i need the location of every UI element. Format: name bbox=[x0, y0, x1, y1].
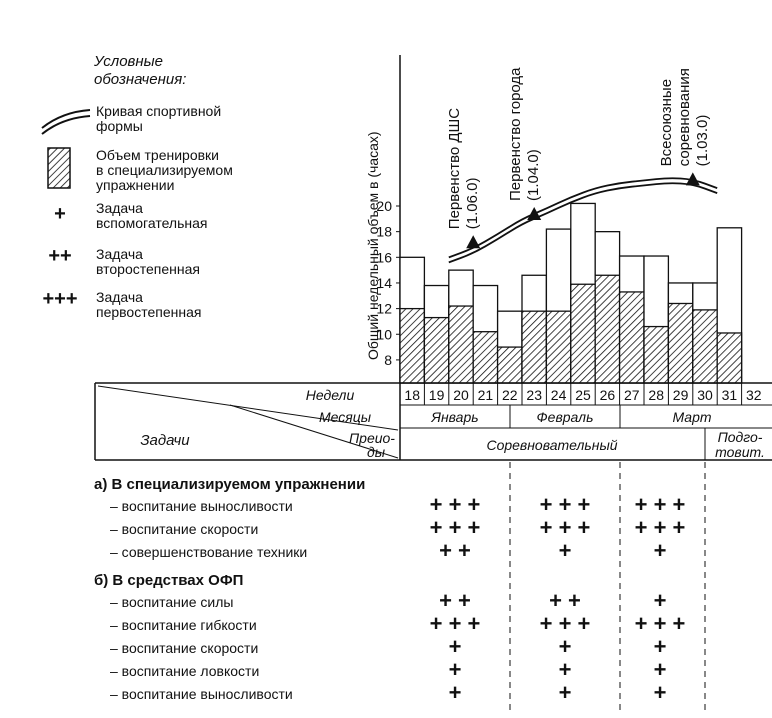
bar-specialized-week-28 bbox=[644, 327, 668, 383]
week-number: 25 bbox=[575, 387, 591, 403]
task-mark: + + + bbox=[429, 515, 481, 540]
tasks-label: Задачи bbox=[140, 432, 190, 449]
task-mark: + + + bbox=[634, 515, 686, 540]
week-number: 32 bbox=[746, 387, 762, 403]
task-a3-label: – совершенствование техники bbox=[110, 544, 308, 560]
event-label-1-line1: Первенство ДШС bbox=[446, 107, 464, 230]
event-label-3-line3: (1.03.0) bbox=[693, 114, 711, 167]
bar-specialized-week-20 bbox=[449, 306, 473, 383]
bar-specialized-week-24 bbox=[546, 311, 570, 383]
task-mark: + bbox=[448, 680, 462, 705]
y-tick-label: 16 bbox=[376, 249, 392, 266]
legend-title-line2: обозначения: bbox=[94, 71, 187, 88]
task-b3-label: – воспитание скорости bbox=[110, 640, 259, 656]
weeks-row bbox=[404, 383, 761, 405]
legend-curve-line1: Кривая спортивной bbox=[96, 103, 222, 119]
week-number: 20 bbox=[453, 387, 469, 403]
task-mark: + bbox=[558, 657, 572, 682]
legend-plus1-line2: вспомогательная bbox=[96, 215, 208, 231]
tasks-body bbox=[94, 462, 705, 712]
legend-curve-icon-inner bbox=[42, 116, 90, 134]
event-label-2-line2: (1.04.0) bbox=[525, 149, 543, 201]
period-prep-line2: товит. bbox=[715, 444, 765, 460]
bar-specialized-week-27 bbox=[620, 292, 644, 383]
week-number: 26 bbox=[599, 387, 616, 403]
task-b4-label: – воспитание ловкости bbox=[110, 663, 260, 679]
bar-specialized-week-23 bbox=[522, 311, 546, 383]
week-number: 18 bbox=[404, 387, 420, 403]
months-label: Месяцы bbox=[318, 409, 372, 425]
section-a-title: а) В специализируемом упражнении bbox=[94, 476, 366, 493]
week-number: 19 bbox=[428, 387, 445, 403]
task-mark: + + + bbox=[634, 492, 686, 517]
legend-volume-line2: в специализируемом bbox=[96, 162, 233, 178]
task-a2-label: – воспитание скорости bbox=[110, 521, 259, 537]
event-label-3-line2: соревнования bbox=[675, 68, 693, 167]
y-tick-label: 8 bbox=[384, 351, 392, 368]
bar-specialized-week-30 bbox=[693, 310, 717, 383]
week-number: 23 bbox=[526, 387, 542, 403]
bar-specialized-week-31 bbox=[717, 333, 741, 383]
legend-plus1-symbol: + bbox=[54, 203, 66, 225]
task-mark: + + + bbox=[539, 611, 591, 636]
event-marker-2 bbox=[527, 207, 541, 220]
legend-plus3-symbol: +++ bbox=[42, 288, 78, 310]
week-number: 21 bbox=[477, 387, 494, 403]
task-mark: + bbox=[653, 634, 667, 659]
bar-specialized-week-22 bbox=[498, 347, 522, 383]
legend-curve-icon bbox=[42, 110, 90, 128]
event-marker-1 bbox=[466, 235, 480, 248]
legend-hatch-icon bbox=[48, 148, 70, 188]
period-prep-line1: Подго- bbox=[717, 429, 763, 445]
week-number: 24 bbox=[550, 387, 567, 403]
bars bbox=[400, 203, 742, 383]
week-number: 27 bbox=[624, 387, 640, 403]
y-tick-label: 20 bbox=[376, 198, 392, 214]
week-number: 28 bbox=[648, 387, 664, 403]
legend-plus1-line1: Задача bbox=[96, 200, 143, 216]
task-b5-label: – воспитание выносливости bbox=[110, 686, 293, 702]
event-label-1-line2: (1.06.0) bbox=[464, 177, 482, 230]
task-mark: + + + bbox=[539, 515, 591, 540]
schedule-table-header bbox=[95, 383, 772, 460]
bar-chart bbox=[365, 55, 742, 383]
task-mark: + bbox=[448, 657, 462, 682]
event-label-3-line1: Всесоюзные bbox=[657, 78, 675, 167]
week-number: 29 bbox=[672, 387, 689, 403]
bar-specialized-week-26 bbox=[595, 275, 619, 383]
month-january: Январь bbox=[431, 409, 479, 425]
task-b2-label: – воспитание гибкости bbox=[110, 617, 257, 633]
legend-plus3-line1: Задача bbox=[96, 289, 143, 305]
legend-volume-line1: Объем тренировки bbox=[96, 147, 219, 163]
task-a1-label: – воспитание выносливости bbox=[110, 498, 293, 514]
task-mark: + bbox=[448, 634, 462, 659]
bar-specialized-week-25 bbox=[571, 284, 595, 383]
month-march: Март bbox=[672, 409, 712, 425]
section-b-title: б) В средствах ОФП bbox=[94, 572, 244, 589]
legend-volume-line3: упражнении bbox=[96, 177, 175, 193]
task-mark: + bbox=[653, 588, 667, 613]
task-mark: + bbox=[653, 657, 667, 682]
bar-specialized-week-18 bbox=[400, 309, 424, 383]
month-february: Февраль bbox=[536, 409, 594, 425]
legend-plus2-line2: второстепенная bbox=[96, 261, 200, 277]
periods-label-line1: Преио- bbox=[349, 430, 395, 446]
week-number: 31 bbox=[721, 387, 738, 403]
task-mark: + + + bbox=[634, 611, 686, 636]
bar-specialized-week-29 bbox=[668, 303, 692, 383]
week-number: 22 bbox=[502, 387, 518, 403]
periods-label-line2: ды bbox=[366, 444, 386, 460]
task-mark: + + + bbox=[429, 492, 481, 517]
legend bbox=[42, 53, 233, 320]
task-mark: + bbox=[558, 680, 572, 705]
y-tick-label: 12 bbox=[376, 300, 392, 317]
legend-plus2-line1: Задача bbox=[96, 246, 143, 262]
task-marks bbox=[430, 492, 686, 705]
task-mark: + bbox=[653, 538, 667, 563]
y-tick-label: 14 bbox=[376, 274, 392, 291]
task-mark: + + bbox=[439, 538, 471, 563]
task-mark: + + bbox=[549, 588, 581, 613]
event-label-2-line1: Первенство города bbox=[507, 67, 525, 201]
y-tick-label: 18 bbox=[376, 223, 392, 240]
legend-plus2-symbol: ++ bbox=[48, 245, 72, 267]
period-competitive: Соревновательный bbox=[486, 437, 618, 453]
task-b1-label: – воспитание силы bbox=[110, 594, 234, 610]
task-mark: + + + bbox=[539, 492, 591, 517]
legend-plus3-line2: первостепенная bbox=[96, 304, 202, 320]
legend-curve-line2: формы bbox=[96, 118, 143, 134]
task-mark: + + + bbox=[429, 611, 481, 636]
task-mark: + bbox=[558, 538, 572, 563]
task-mark: + + bbox=[439, 588, 471, 613]
bar-specialized-week-19 bbox=[424, 318, 448, 383]
task-mark: + bbox=[558, 634, 572, 659]
legend-title-line1: Условные bbox=[94, 53, 164, 70]
y-tick-label: 10 bbox=[376, 326, 392, 343]
task-mark: + bbox=[653, 680, 667, 705]
weeks-label: Недели bbox=[305, 387, 355, 403]
week-number: 30 bbox=[697, 387, 713, 403]
y-axis-label: Общий недельный объем в (часах) bbox=[365, 131, 381, 360]
bar-specialized-week-21 bbox=[473, 332, 497, 383]
